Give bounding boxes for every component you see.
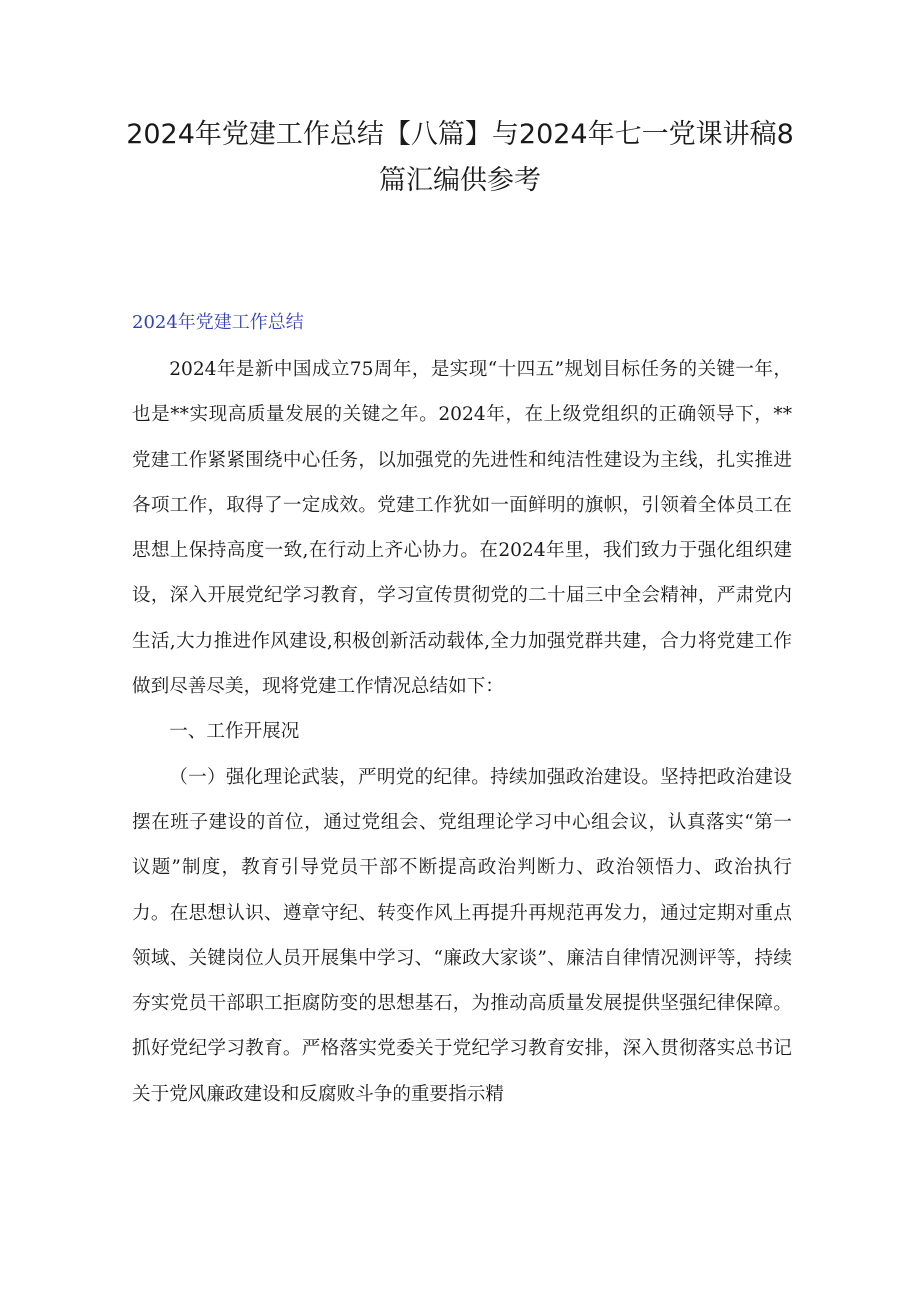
paragraph-intro: 2024年是新中国成立75周年，是实现“十四五”规划目标任务的关键一年，也是**实现高质量发展的关键之年。2024年，在上级党组织的正确领导下，**党建工作紧紧围绕中心任务，以加强党的先进性和纯洁性建设为主线，扎实推进各项工作，取得了一定成效。党建工作犹如一面鲜明的旗帜，引领着全体员工在思想上保持高度一致,在行动上齐心协力。在2024年里，我们致力于强化组织建设，深入开展党纪学习教育，学习宣传贯彻党的二十届三中全会精神，严肃党内生活,大力推进作风建设,积极创新活动载体,全力加强党群共建，合力将党建工作做到尽善尽美，现将党建工作情况总结如下：: [132, 359, 792, 698]
paragraph-theory: （一）强化理论武装，严明党的纪律。持续加强政治建设。坚持把政治建设摆在班子建设的首位，通过党组会、党组理论学习中心组会议，认真落实“第一议题”制度，教育引导党员干部不断提高政治判断力、政治领悟力、政治执行力。在思想认识、遵章守纪、转变作风上再提升再规范再发力，通过定期对重点领域、关键岗位人员开展集中学习、“廉政大家谈”、廉洁自律情况测评等，持续夯实党员干部职工拒腐防变的思想基石，为推动高质量发展提供坚强纪律保障。抓好党纪学习教育。严格落实党委关于党纪学习教育安排，深入贯彻落实总书记关于党风廉政建设和反腐败斗争的重要指示精: [132, 766, 792, 1105]
section-heading[interactable]: 2024年党建工作总结: [132, 312, 304, 333]
document-title: 2024年党建工作总结【八篇】与2024年七一党课讲稿8篇汇编供参考: [126, 119, 794, 196]
document-body: [132, 347, 792, 1117]
paragraph-subheading: 一、工作开展况: [169, 721, 300, 743]
